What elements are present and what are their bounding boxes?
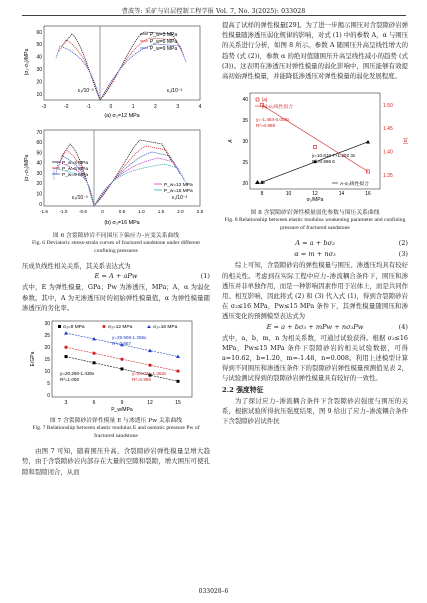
fig6-caption-zh: 图 6 含裂隙砂岩不同围压下偏应力–应变关系曲线 (52, 233, 180, 239)
equation-2: A = a + bσ₃ (2) (295, 239, 408, 248)
fig6a-xlabel: ε₁/10⁻³ (167, 88, 183, 94)
svg-text:y=-1.484-0.008x: y=-1.484-0.008x (256, 117, 290, 123)
fig8-A-point (366, 140, 370, 144)
fig7-point (64, 331, 68, 335)
fig6a-sublabel: (a) σ₃=12 MPa (104, 113, 140, 119)
fig7-x-tick: 3 (64, 400, 68, 406)
fig6a-x-tick: 0 (109, 104, 113, 110)
fig6a-legend-1: P_w=3 MPa (150, 32, 178, 38)
fig8-yl-tick: 30 (242, 139, 248, 146)
fig6a-y-tick: 30 (36, 67, 42, 73)
right-paragraph-2: 综上可知，含裂隙砂岩的弹性模量与围压、渗透压均具有较好的相关性。考虑到在实际工程中应力–渗流耦合条件下，围压和渗透压并非单独作用，而是一种影响因素作用于岩体上，而是共同作用、相互影响，因此将式 (2) 和 (3) 代入式 (1)，得到含裂隙砂岩在 σ₃≤16 MPa，Pw≤15 MPa 条件下，其弹性模量随围压和渗透压变化的预测模型表达式为 (222, 261, 408, 321)
fig7-y-tick: 25 (44, 332, 50, 339)
fig6b-x-tick: 0.5 (118, 209, 126, 214)
left-column (22, 22, 210, 477)
fig6b-x-tick: 0 (101, 209, 104, 214)
fig6a-y-tick: 50 (36, 42, 42, 49)
fig6b-curve-right (94, 152, 180, 206)
svg-text:R²=1.000: R²=1.000 (60, 377, 80, 382)
fig7-y-tick: 30 (44, 320, 50, 327)
fig6a-xlabel2: ε₃/10⁻³ (78, 88, 94, 94)
left-paragraph-3: 由图 7 可知，随着围压升高，含裂隙砂岩弹性模量呈增大趋势，由于含裂隙砂岩内部存在大量的空隙和裂隙，增大围压可使孔隙和裂隙闭合，从而 (22, 447, 210, 476)
fig7-xlabel: P_w/MPa (111, 407, 133, 413)
fig6b-legend-5: P_w=15 MPa (164, 189, 193, 194)
right-paragraph-1: 提高了试样的弹性模量[29]。为了进一步揭示围压对含裂隙砂岩弹性模量随渗透压弱化规律的影响，对式 (1) 中的参数 A，α 与围压的关系进行分析，如图 8 所示。参数 A 随围压升高呈线性增大的趋势 (式 (2))，参数 α 的绝对值随围压升高呈线性减小的趋势 (式 (3))。这表明在渗透压对弹性模量的弱化影响中，围压能够有效提高初始弹性模量，并能降低渗透压对弹性模量的弱化发展程度。 (222, 21, 408, 81)
svg-text:y=24.031-1.383x: y=24.031-1.383x (132, 371, 167, 376)
svg-text:R²=0.996: R²=0.996 (132, 377, 152, 382)
fig8-yr-tick: 1.40 (383, 149, 393, 156)
fig7-y-tick: 0 (47, 392, 50, 399)
fig6a-y-tick: 10 (36, 91, 42, 98)
fig8-ylabel-left: A (228, 139, 234, 144)
fig7-x-tick: 12 (147, 400, 153, 406)
fig6a-x-tick: 2 (154, 104, 157, 110)
right-column (222, 20, 408, 426)
section-heading: 2.2 强度特征 (222, 385, 264, 394)
equation-1: E = A + aPw (1) (94, 272, 210, 281)
running-header: 曹波等: 采矿与岩层控制工程学报 Vol. 7, No. 3(2025): 033028 (121, 8, 306, 15)
fig7-point (93, 361, 96, 364)
fig8-x-tick: 10 (285, 191, 292, 198)
fig6b-chart (22, 126, 210, 228)
fig7-y-tick: 5 (47, 380, 50, 387)
fig7-point (148, 364, 151, 367)
fig7-point (64, 346, 67, 349)
fig6a-y-tick: 20 (36, 79, 42, 86)
fig6b-x-tick: -0.5 (79, 209, 87, 214)
fig7-x-tick: 9 (120, 400, 124, 406)
fig6b-legend-2: P_w=6 MPa (62, 167, 88, 172)
fig8-yr-tick: 1.50 (383, 103, 393, 110)
fig7-caption-zh: 图 7 含裂隙砂岩弹性模量 E 与渗透压 Pw 关系曲线 (49, 418, 183, 424)
fig7-legend-3: σ₃=16 MPa (153, 325, 178, 330)
fig7-caption-en: Fig. 7 Relationship between elastic modulus E and osmotic pressure Pw of fractured sandstone (32, 425, 200, 439)
right-paragraph-3: 式中，a，b，m，n 为相关系数，可通过试验获得。根据 σ₃≤16 MPa，Pw≤15 MPa 条件下裂隙砂岩的相关试验数据，可得 a=10.62，b=1.20，m=-1.48，n=0.008。利用上述模型计算得到不同围压和渗透压条件下的裂隙砂岩弹性模量预测值见表 2，与试验测试得到的裂隙砂岩弹性模量具有较好的一致性。 (222, 333, 408, 383)
fig6b-legend-3: P_w=9 MPa (62, 173, 88, 178)
fig6b-sublabel: (b) σ₃=16 MPa (104, 220, 140, 226)
fig8-yr-tick: 1.45 (383, 126, 393, 133)
fig6b-y-tick: 20 (36, 181, 42, 188)
fig6b-x-tick: 2.0 (177, 209, 184, 214)
fig8-yl-tick: 35 (242, 118, 248, 125)
fig6a-x-tick: -2 (64, 104, 69, 110)
left-paragraph-2: 式中，E 为弹性模量，GPa；Pw 为渗透压，MPa；A，α 为弱化参数。其中，A 为无渗透压时的初始弹性模量值，α 为弹性模量随渗透压的劣化率。 (22, 283, 210, 312)
fig8-legend-2: [a]-σ₃线性拟合 (262, 105, 294, 111)
fig7-point (177, 380, 180, 383)
fig7-point (65, 355, 68, 358)
fig6b-x-tick: -1.0 (59, 209, 68, 214)
fig6a-ylabel: (σ₁-σ₃)/MPa (24, 48, 30, 76)
fig7-ylabel: E/GPa (30, 351, 36, 367)
fig6a-y-tick: 60 (36, 29, 42, 36)
fig6a-y-tick: 40 (36, 54, 42, 61)
fig7-legend-2: σ₃=12 MPa (108, 325, 133, 330)
fig6b-y-tick: 60 (36, 140, 42, 147)
fig7-x-tick: 6 (92, 400, 96, 406)
fig7-y-tick: 20 (44, 344, 50, 351)
fig8-legend-3: A (262, 181, 266, 187)
fig7-chart (22, 317, 210, 413)
fig6b-curve-right (94, 140, 172, 206)
fig8-yl-tick: 20 (242, 181, 248, 188)
fig8-yr-tick: 1.35 (383, 173, 393, 180)
fig7-legend-1: σ₃=8 MPa (63, 325, 85, 330)
fig6a-x-tick: 3 (176, 104, 180, 110)
fig8-xlabel: σ₃/MPa (306, 197, 324, 204)
header-rule (22, 15, 406, 16)
fig8-legend-1: [a] (262, 98, 268, 104)
fig6b-y-tick: 50 (36, 150, 42, 157)
fig8-ylabel-right: |α| (402, 138, 408, 145)
fig6b-y-tick: 0 (39, 201, 42, 208)
fig7-point (120, 358, 123, 361)
equation-4: E = a + bσ₃ + mPw + nσ₃Pw (4) (266, 322, 408, 331)
equation-3: α = m + nσ₃ (3) (294, 250, 408, 259)
fig8-x-tick: 16 (365, 191, 371, 198)
fig6a-x-tick: -1 (86, 104, 91, 110)
fig6b-y-tick: 10 (36, 191, 42, 198)
fig6b-curve-right (94, 146, 176, 206)
fig6b-x-tick: 2.5 (196, 209, 204, 214)
fig7-point (121, 367, 124, 370)
fig6b-curve-right (94, 158, 184, 206)
fig6a-legend-3: P_w=9 MPa (150, 46, 178, 52)
fig6-caption-en: Fig. 6 Deviatoric stress-strain curves of fractured sandstone under different confining pressures (32, 240, 200, 254)
fig8-chart (222, 87, 408, 205)
fig6b-legend-1: P_w=3 MPa (62, 161, 88, 166)
page-number: 033028–6 (198, 588, 229, 595)
fig7-y-tick: 15 (44, 356, 50, 363)
fig8-legend-4: A-σ₃线性拟合 (340, 182, 369, 188)
fig7-x-tick: 15 (175, 400, 181, 406)
fig8-x-tick: 12 (312, 191, 318, 198)
fig6b-y-tick: 40 (36, 160, 42, 167)
svg-text:y=29.908-1.355x: y=29.908-1.355x (112, 335, 147, 340)
fig7-point (92, 352, 95, 355)
left-paragraph-1: 压成负线性相关关系，其关系表达式为 (22, 262, 131, 271)
fig8-yl-tick: 40 (242, 97, 248, 104)
right-paragraph-4: 为了探讨应力–渗流耦合条件下含裂隙砂岩强度与围压的关系，根据试验所得抗压强度结果，图 9 给出了应力–渗流耦合条件下含裂隙砂岩试件抗 (222, 396, 408, 426)
fig6b-y-tick: 70 (36, 129, 42, 136)
svg-text:R²=0.996 6: R²=0.996 6 (312, 159, 335, 165)
fig6b-y-tick: 30 (36, 170, 42, 177)
svg-text:y=10.616 7+1.202 3x: y=10.616 7+1.202 3x (312, 153, 356, 159)
fig6b-xlabel2: ε₃/10⁻³ (72, 195, 88, 201)
fig7-y-tick: 10 (44, 368, 50, 375)
fig6b-x-tick: 1.0 (138, 209, 145, 214)
fig8-x-tick: 8 (260, 191, 264, 198)
fig6b-xlabel: ε₁/10⁻³ (172, 195, 188, 201)
fig6a-x-tick: 1 (131, 104, 135, 110)
fig6b-legend-4: P_w=12 MPa (164, 183, 193, 188)
fig8-a-point (313, 146, 316, 149)
fig6a-legend-2: P_w=6 MPa (150, 39, 178, 45)
fig8-yl-tick: 25 (242, 160, 248, 167)
fig6a-chart (22, 22, 210, 120)
svg-text:R²=0.998: R²=0.998 (256, 123, 276, 129)
fig6b-ylabel: (σ₁-σ₃)/MPa (24, 154, 30, 182)
fig8-caption-zh: 图 8 含裂隙砂岩弹性模量弱化参数与围压关系曲线 (250, 210, 380, 217)
fig7-point (176, 370, 179, 373)
fig8-caption-en: Fig. 8 Relationship between elastic modulus weakening parameter and confining pressure of fractured sandstone (224, 217, 406, 231)
svg-text:y=20.290-1.430x: y=20.290-1.430x (60, 371, 95, 376)
fig6a-x-tick: 4 (198, 104, 202, 110)
fig8-x-tick: 14 (338, 191, 345, 198)
svg-text:R²=0.957: R²=0.957 (112, 341, 132, 346)
fig6b-x-tick: -1.5 (40, 209, 48, 214)
fig6a-x-tick: -3 (41, 104, 47, 110)
fig6b-x-tick: 1.5 (157, 209, 165, 214)
